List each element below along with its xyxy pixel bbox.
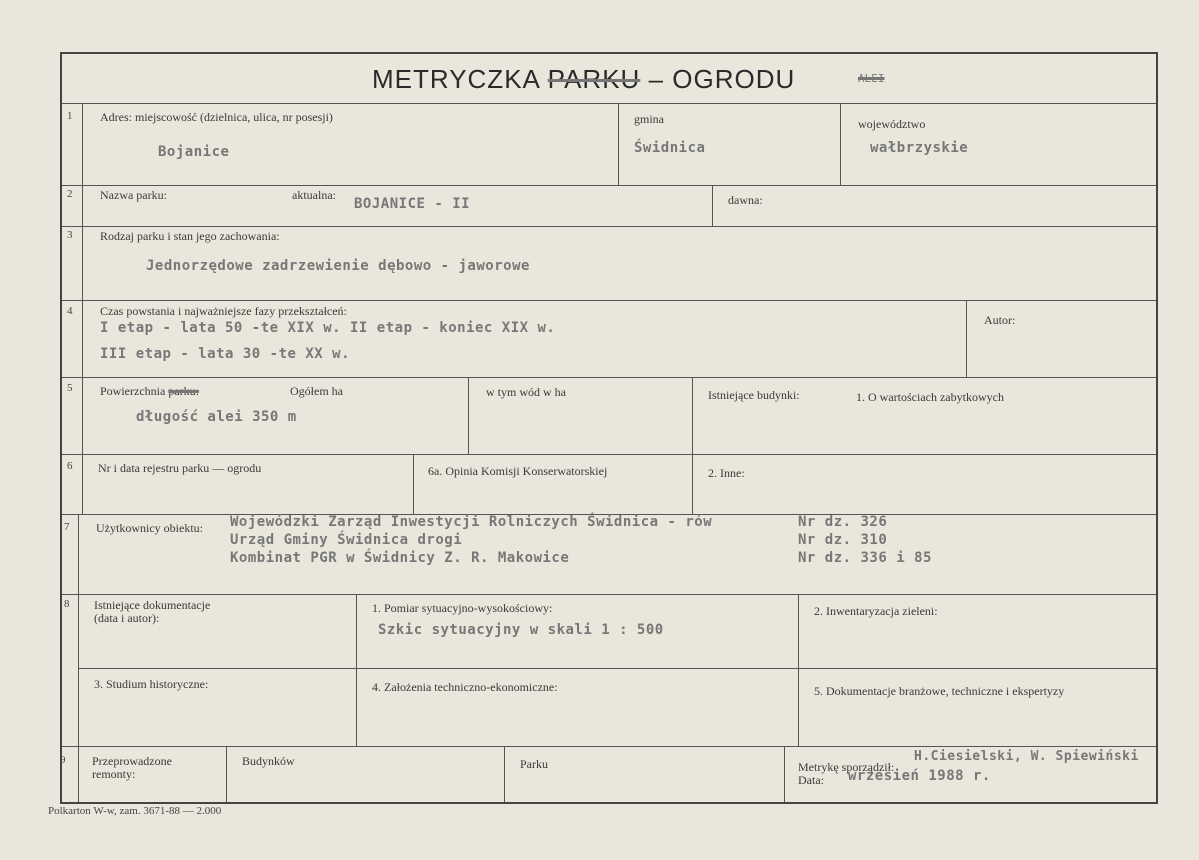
time-phases-label: Czas powstania i najważniejsze fazy przekształceń:	[100, 304, 347, 318]
row-number-5: 5	[67, 382, 73, 394]
row-number-9: 9	[60, 754, 66, 766]
area-value: długość alei 350 m	[136, 409, 297, 425]
gmina-label: gmina	[634, 112, 664, 126]
docs-label-1: Istniejące dokumentacje	[94, 598, 211, 612]
r1-col-line-1	[618, 103, 619, 185]
time-phases-line-2: III etap - lata 30 -te XX w.	[100, 346, 351, 362]
num-col-line-b	[78, 514, 79, 802]
repairs-buildings-label: Budynków	[242, 754, 295, 768]
monument-buildings-label: 1. O wartościach zabytkowych	[856, 390, 1004, 404]
prepared-by-value: H.Ciesielski, W. Spiewiński	[914, 749, 1139, 764]
title-word-parku: PARKU	[547, 64, 641, 94]
user-2: Urząd Gminy Świdnica drogi	[230, 532, 463, 548]
r9-col-line-1	[226, 746, 227, 802]
user-3: Kombinat PGR w Świdnicy Z. R. Makowice	[230, 550, 570, 566]
branch-docs-label: 5. Dokumentacje branżowe, techniczne i ekspertyzy	[814, 684, 1065, 698]
r9-col-line-3	[784, 746, 785, 802]
row-divider-6	[62, 454, 1156, 455]
repairs-park-label: Parku	[520, 757, 548, 771]
user-1-plot: Nr dz. 326	[798, 514, 888, 530]
repairs-label-1: Przeprowadzone	[92, 754, 172, 768]
row-divider-3	[62, 226, 1156, 227]
row-number-3: 3	[67, 229, 73, 241]
area-label-word: Powierzchnia	[100, 384, 166, 398]
area-total-label: Ogółem ha	[290, 384, 343, 398]
greenery-inventory-label: 2. Inwentaryzacja zieleni:	[814, 604, 938, 618]
r8-col-line-1	[356, 594, 357, 746]
row-divider-1	[62, 103, 1156, 104]
title-word-alei: ALEI	[858, 72, 885, 85]
r5-col-line-2	[692, 377, 693, 514]
title-word-metryczka: METRYCZKA	[372, 64, 540, 94]
users-label: Użytkownicy obiektu:	[96, 521, 203, 535]
park-type-label: Rodzaj parku i stan jego zachowania:	[100, 229, 280, 243]
r6-col-line	[413, 454, 414, 514]
area-label-struck: parku:	[168, 384, 199, 398]
current-name-value: BOJANICE - II	[354, 196, 471, 212]
history-study-label: 3. Studium historyczne:	[94, 677, 209, 691]
row-divider-4	[62, 300, 1156, 301]
row-number-4: 4	[67, 305, 73, 317]
form-title	[372, 64, 795, 95]
r2-col-line	[712, 185, 713, 226]
row-number-7: 7	[64, 521, 70, 533]
author-label: Autor:	[984, 313, 1016, 327]
row-number-1: 1	[67, 110, 73, 122]
r9-col-line-2	[504, 746, 505, 802]
repairs-label-2: remonty:	[92, 767, 136, 781]
park-name-label: Nazwa parku:	[100, 188, 167, 202]
row-number-6: 6	[67, 460, 73, 472]
register-label: Nr i data rejestru parku — ogrodu	[98, 461, 262, 475]
time-phases-line-1: I etap - lata 50 -te XIX w. II etap - koniec XIX w.	[100, 320, 556, 336]
tech-econ-label: 4. Założenia techniczno-ekonomiczne:	[372, 680, 558, 694]
prepared-by-label: Metrykę sporządził:	[798, 760, 895, 774]
buildings-label: Istniejące budynki:	[708, 388, 800, 402]
num-col-line-a	[82, 103, 83, 514]
r5-col-line-1	[468, 377, 469, 454]
other-buildings-label: 2. Inne:	[708, 466, 745, 480]
water-area-label: w tym wód w ha	[486, 385, 566, 399]
former-name-label: dawna:	[728, 193, 763, 207]
user-1: Wojewódzki Zarząd Inwestycji Rolniczych Świdnica - rów	[230, 514, 713, 530]
area-label	[100, 384, 199, 399]
row-divider-8	[62, 594, 1156, 595]
row-divider-5	[62, 377, 1156, 378]
park-type-value: Jednorzędowe zadrzewienie dębowo - jaworowe	[146, 258, 530, 274]
r4-col-line	[966, 300, 967, 377]
title-word-ogrodu: – OGRODU	[648, 64, 796, 94]
address-label: Adres: miejscowość (dzielnica, ulica, nr posesji)	[100, 110, 333, 124]
row-divider-8b	[78, 668, 1156, 669]
row-number-2: 2	[67, 188, 73, 200]
row-divider-2	[62, 185, 1156, 186]
docs-label-2: (data i autor):	[94, 611, 160, 625]
commission-opinion-label: 6a. Opinia Komisji Konserwatorskiej	[428, 464, 608, 478]
gmina-value: Świdnica	[634, 140, 706, 156]
current-name-label: aktualna:	[292, 188, 336, 202]
voivodeship-label: województwo	[858, 117, 926, 131]
date-value: wrzesień 1988 r.	[848, 768, 991, 784]
user-3-plot: Nr dz. 336 i 85	[798, 550, 932, 566]
survey-label: 1. Pomiar sytuacyjno-wysokościowy:	[372, 601, 553, 615]
r8-col-line-2	[798, 594, 799, 746]
row-number-8: 8	[64, 598, 70, 610]
address-value: Bojanice	[158, 144, 230, 160]
print-footer: Polkarton W-w, zam. 3671-88 — 2.000	[48, 805, 222, 817]
voivodeship-value: wałbrzyskie	[870, 140, 969, 156]
date-label: Data:	[798, 773, 824, 787]
survey-value: Szkic sytuacyjny w skali 1 : 500	[378, 622, 664, 638]
r1-col-line-2	[840, 103, 841, 185]
user-2-plot: Nr dz. 310	[798, 532, 888, 548]
